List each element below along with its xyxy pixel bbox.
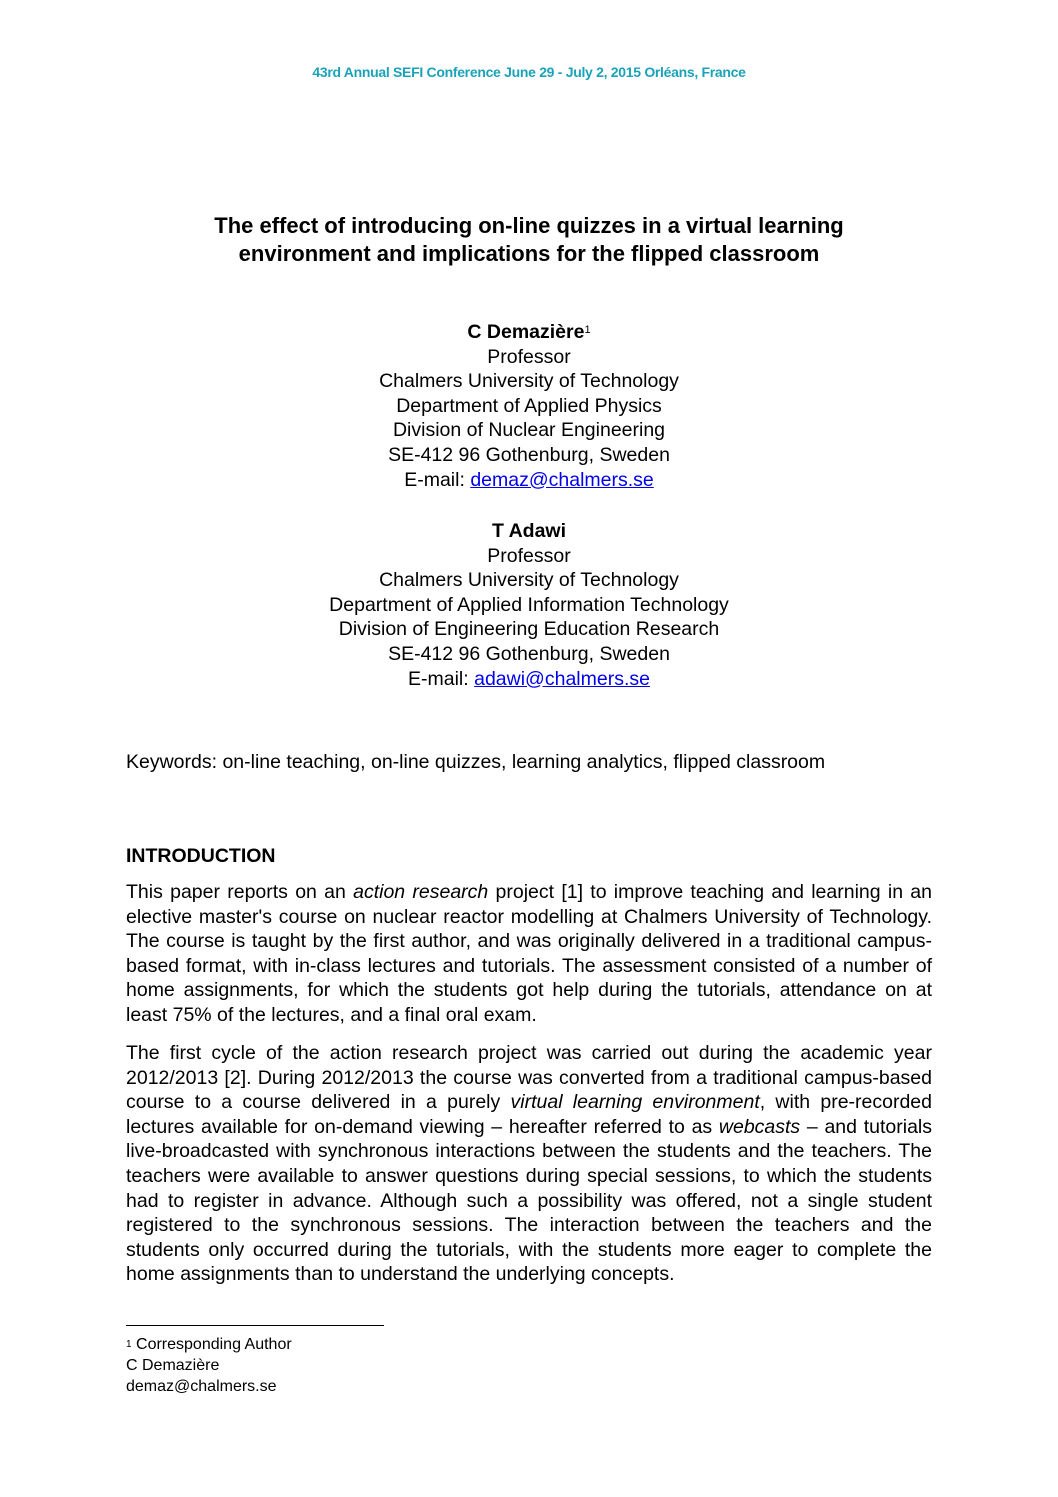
author-role: Professor [487, 345, 571, 368]
footnote-line: demaz@chalmers.se [126, 1378, 277, 1395]
text-run: project [1] to improve teaching and learning in an elective master's course on nuclear reactor modelling at Chalmers University of Technology. The course is taught by the first author, and was originally delivered in a traditional campus-based format, with in-class lectures and tutorials. The assessment consisted of a number of home assignments, for which the students got help during the tutorials, attendance on at least 75% of the lectures, and a final oral exam. [126, 881, 932, 1026]
footnote-divider [126, 1325, 384, 1326]
text-run: , with pre-recorded lectures available for on-demand viewing – hereafter referred to as [126, 1091, 933, 1138]
emphasis-text: virtual learning environment [510, 1091, 760, 1114]
text-run: This paper reports on an [126, 881, 354, 903]
title-line-2: environment and implications for the flipped classroom [238, 241, 820, 266]
author-department: Department of Applied Information Technology [329, 593, 729, 616]
author-name: T Adawi [491, 520, 567, 542]
section-heading-introduction: INTRODUCTION [126, 845, 276, 867]
intro-paragraph-1 [126, 880, 932, 1028]
author-department: Department of Applied Physics [396, 394, 662, 417]
keywords: Keywords: on-line teaching, on-line quizzes, learning analytics, flipped classroom [126, 751, 826, 773]
text-run: The first cycle of the action research project was carried out during the academic year 2012/2013 [2]. During 2012/2013 the course was converted from a traditional campus-based course to a course delivered in a purely [126, 1042, 932, 1114]
email-label: E-mail: [404, 468, 471, 491]
intro-paragraph-2 [126, 1041, 932, 1287]
emphasis-text: action research [353, 881, 489, 903]
conference-header: 43rd Annual SEFI Conference June 29 - July 2, 2015 Orléans, France [312, 64, 746, 80]
paper-title [120, 212, 938, 268]
email-label: E-mail: [408, 667, 475, 690]
emphasis-text: webcasts [718, 1115, 801, 1138]
author-email-link[interactable]: demaz@chalmers.se [470, 468, 654, 491]
author-division: Division of Engineering Education Research [338, 618, 720, 641]
author-division: Division of Nuclear Engineering [392, 419, 666, 442]
author-block-2 [0, 519, 1058, 691]
author-address: SE-412 96 Gothenburg, Sweden [388, 642, 670, 665]
text-run: – and tutorials live-broadcasted with synchronous interactions between the students and the teachers. The teachers were available to answer questions during special sessions, to which the students had to register in advance. Although such a possibility was offered, not a single student registered to the synchronous sessions. The interaction between the teachers and the students only occurred during the tutorials, with the students more eager to complete the home assignments than to understand the underlying concepts. [126, 1115, 932, 1286]
title-line-1: The effect of introducing on-line quizzes in a virtual learning [214, 213, 844, 238]
author-address: SE-412 96 Gothenburg, Sweden [388, 443, 670, 466]
author-university: Chalmers University of Technology [379, 370, 679, 393]
author-university: Chalmers University of Technology [379, 569, 679, 592]
author-role: Professor [487, 544, 571, 567]
footnote [126, 1334, 292, 1397]
author-email-link[interactable]: adawi@chalmers.se [474, 667, 650, 690]
footnote-line: C Demazière [126, 1357, 220, 1374]
footnote-number: 1 [126, 1339, 132, 1350]
footnote-line: Corresponding Author [131, 1336, 292, 1353]
footnote-mark: 1 [584, 324, 591, 336]
author-block-1 [0, 320, 1058, 492]
author-name: C Demazière [467, 321, 585, 343]
